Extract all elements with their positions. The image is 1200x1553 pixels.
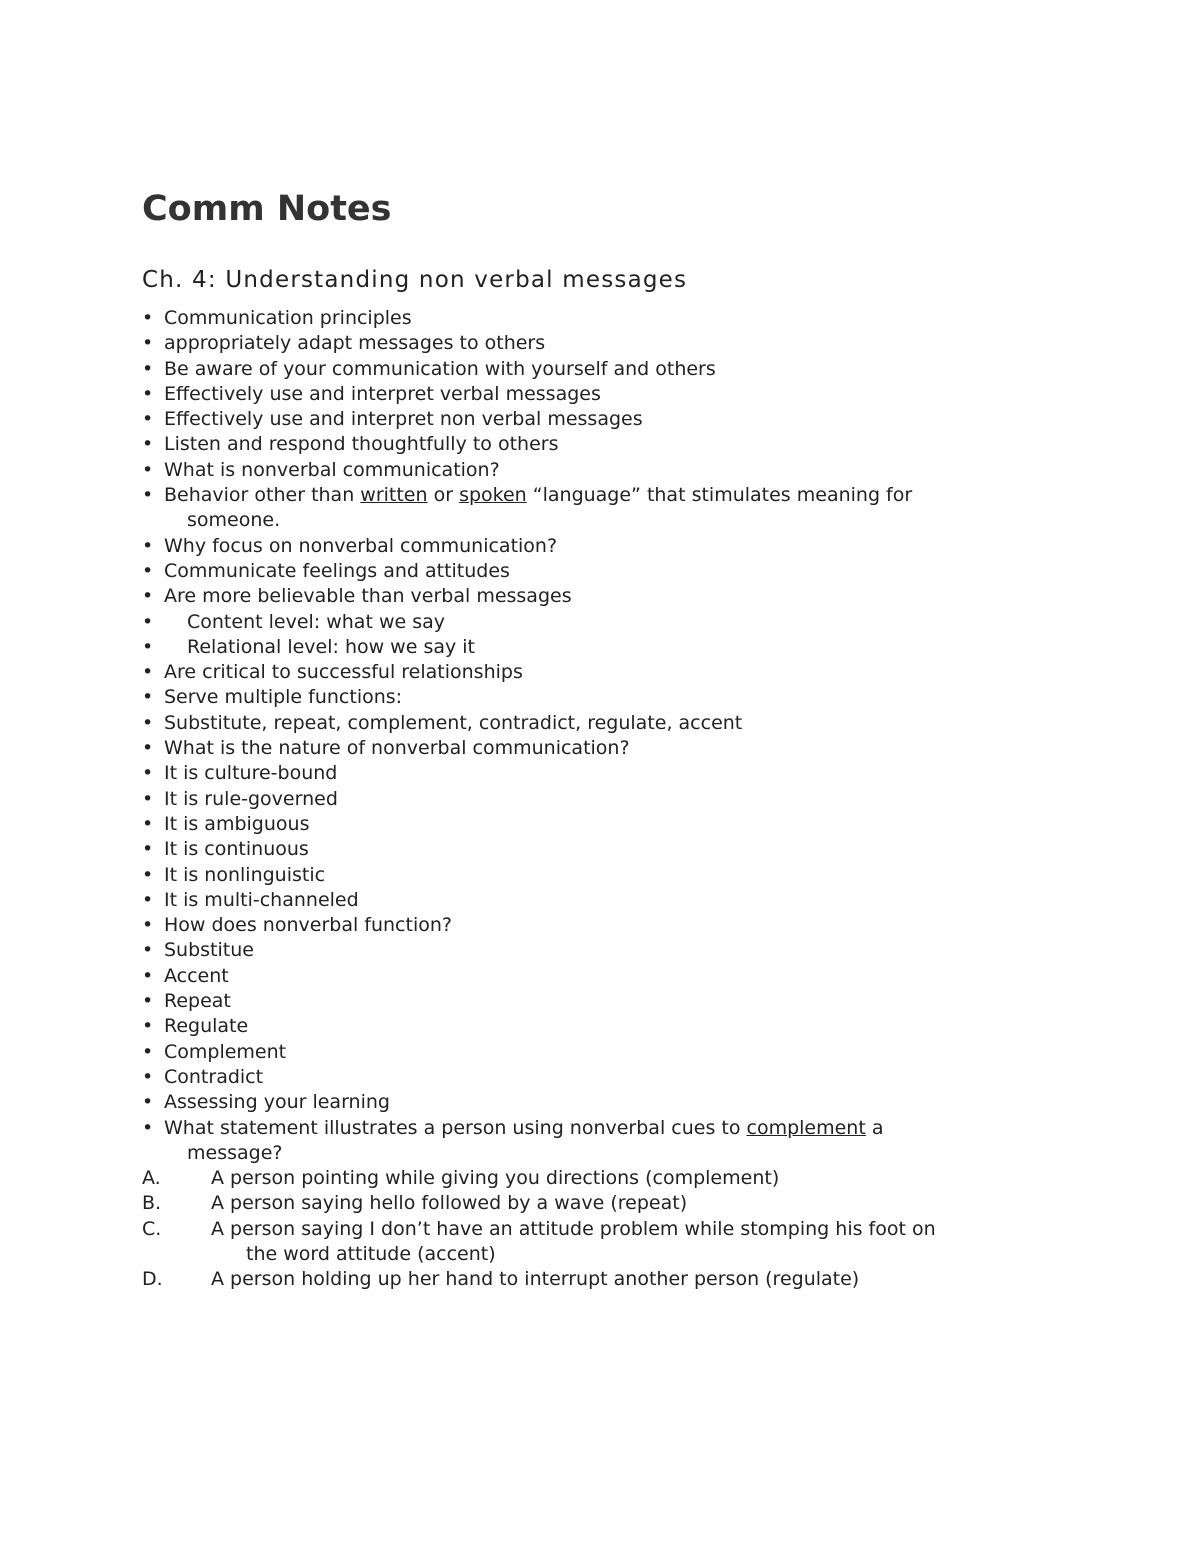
list-item: • Communication principles [142,306,1082,331]
list-item: • Listen and respond thoughtfully to others [142,432,1082,457]
list-item: • It is ambiguous [142,812,1082,837]
option-letter: B. [142,1192,162,1215]
bullet-marker: • [142,534,154,557]
bullet-marker: • [142,610,154,633]
document-title: Comm Notes [142,189,392,229]
list-item: • It is nonlinguistic [142,863,1082,888]
list-item: • Content level: what we say [142,610,1082,635]
bullet-marker: • [142,863,154,886]
answer-option-a: A. A person pointing while giving you directions (complement) [142,1166,1082,1191]
list-item: • Communicate feelings and attitudes [142,559,1082,584]
answer-option-b: B. A person saying hello followed by a wave (repeat) [142,1191,1082,1216]
list-item: • It is rule-governed [142,787,1082,812]
bullet-marker: • [142,307,154,329]
list-item: • Are critical to successful relationships [142,660,1082,685]
bullet-marker: • [142,559,154,582]
bullet-marker: • [142,1065,154,1088]
option-letter: D. [142,1268,163,1291]
list-item: • Relational level: how we say it [142,635,1082,660]
bullet-marker: • [142,458,154,481]
bullet-marker: • [142,812,154,835]
bullet-marker: • [142,661,154,684]
list-item: • Accent [142,964,1082,989]
list-item: • What statement illustrates a person using nonverbal cues to complement a message? [142,1116,884,1164]
list-item: • Behavior other than written or spoken “language” that stimulates meaning for someone. [142,484,913,532]
option-letter: A. [142,1167,161,1190]
list-item: • Substitute, repeat, complement, contradict, regulate, accent [142,711,1082,736]
bullet-marker: • [142,888,154,911]
bullet-marker: • [142,737,154,760]
bullet-marker: • [142,914,154,937]
answer-option-d: D. A person holding up her hand to interrupt another person (regulate) [142,1267,1082,1292]
bullet-marker: • [142,635,154,658]
bullet-marker: • [142,686,154,709]
bullet-marker: • [142,585,154,608]
underlined-word: written [360,484,428,507]
list-item: • Assessing your learning [142,1090,1082,1115]
chapter-heading: Ch. 4: Understanding non verbal messages [142,267,688,293]
bullet-marker: • [142,332,154,355]
bullet-marker: • [142,1091,154,1114]
list-item: • Complement [142,1040,1082,1065]
bullet-marker: • [142,382,154,405]
list-item: • Effectively use and interpret non verbal messages [142,407,1082,432]
bullet-marker: • [142,1116,154,1139]
bullet-marker: • [142,711,154,734]
list-item: • It is multi-channeled [142,888,1082,913]
list-item: • Are more believable than verbal messages [142,584,1082,609]
list-item: • Effectively use and interpret verbal messages [142,382,1082,407]
list-item: • It is culture-bound [142,761,1082,786]
underlined-word: spoken [459,484,527,507]
list-item: • Serve multiple functions: [142,685,1082,710]
bullet-marker: • [142,357,154,380]
bullet-marker: • [142,484,154,507]
list-item: • Contradict [142,1065,1082,1090]
list-item: • Repeat [142,989,1082,1014]
bullet-marker: • [142,990,154,1013]
option-letter: C. [142,1217,162,1240]
bullet-marker: • [142,433,154,456]
bullet-marker: • [142,939,154,962]
answer-option-c: C. A person saying I don’t have an attitude problem while stomping his foot on the word attitude (accent) [142,1217,936,1265]
list-item: • Substitue [142,938,1082,963]
document-page [142,186,1082,1293]
list-item: • What is nonverbal communication? [142,458,1082,483]
notes-list [142,306,1082,1293]
list-item: • How does nonverbal function? [142,913,1082,938]
list-item: • Be aware of your communication with yourself and others [142,357,1082,382]
bullet-marker: • [142,787,154,810]
list-item: • It is continuous [142,837,1082,862]
list-item: • Regulate [142,1014,1082,1039]
bullet-marker: • [142,838,154,861]
bullet-marker: • [142,762,154,785]
bullet-marker: • [142,1015,154,1038]
bullet-marker: • [142,408,154,431]
list-item: • What is the nature of nonverbal communication? [142,736,1082,761]
bullet-marker: • [142,964,154,987]
underlined-word: complement [746,1116,866,1139]
bullet-marker: • [142,1040,154,1063]
list-item: • Why focus on nonverbal communication? [142,534,1082,559]
list-item: • appropriately adapt messages to others [142,331,1082,356]
